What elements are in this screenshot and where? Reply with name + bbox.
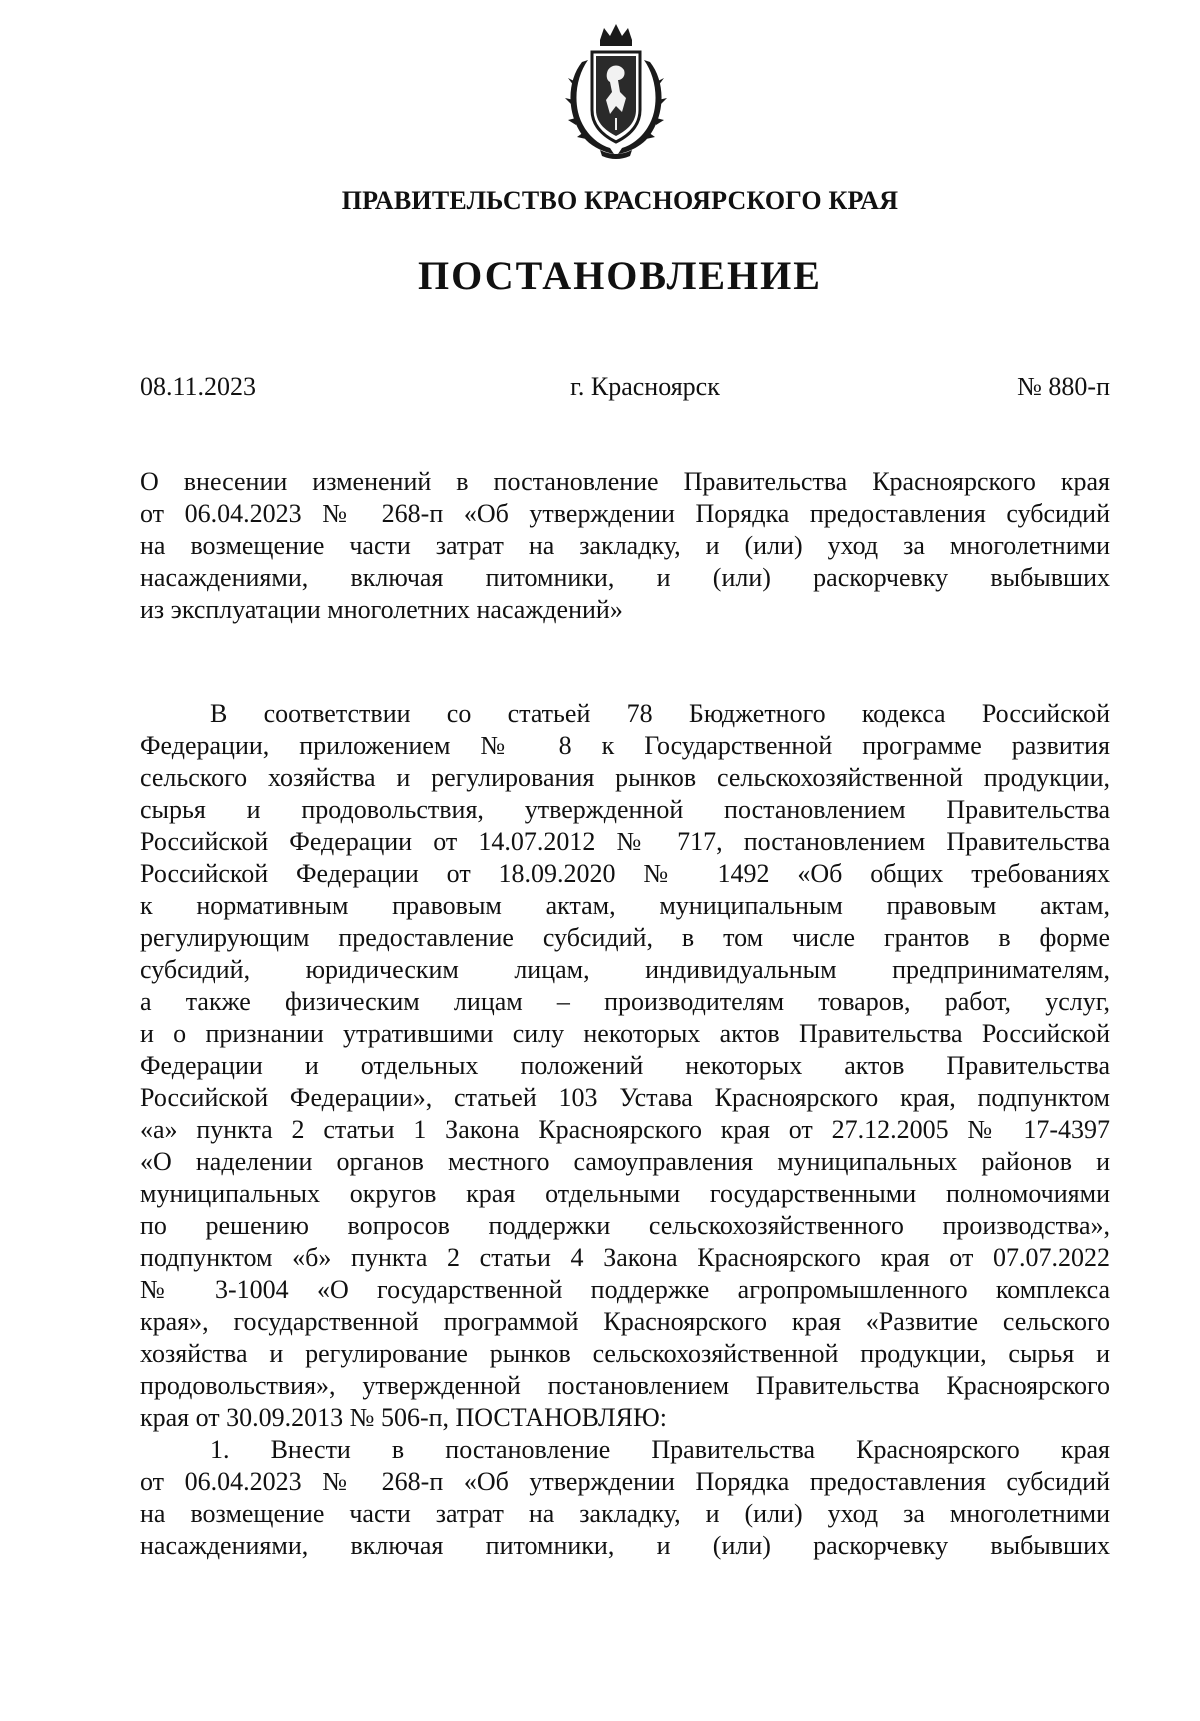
body-line: сельского хозяйства и регулирования рынков сельскохозяйственной продукции, [140,763,1110,792]
body-line: сырья и продовольствия, утвержденной постановлением Правительства [140,795,1110,824]
subject-line: от 06.04.2023 № 268-п «Об утверждении Порядка предоставления субсидий [140,499,1110,528]
body-line: по решению вопросов поддержки сельскохозяйственного производства», [140,1211,1110,1240]
document-meta-row [140,372,1110,406]
body-line: 1. Внести в постановление Правительства Красноярского края [210,1435,1110,1464]
body-line: от 06.04.2023 № 268-п «Об утверждении Порядка предоставления субсидий [140,1467,1110,1496]
body-line: к нормативным правовым актам, муниципальным правовым актам, [140,891,1110,920]
document-date: 08.11.2023 [140,372,257,401]
document-number: № 880-п [1017,372,1110,401]
body-line: Российской Федерации от 18.09.2020 № 1492 «Об общих требованиях [140,859,1110,888]
subject-line: из эксплуатации многолетних насаждений» [140,595,623,624]
document-city: г. Красноярск [570,372,720,401]
body-line: регулирующим предоставление субсидий, в том числе грантов в форме [140,923,1110,952]
body-line: «а» пункта 2 статьи 1 Закона Красноярского края от 27.12.2005 № 17-4397 [140,1115,1110,1144]
body-line: Российской Федерации», статьей 103 Устава Красноярского края, подпунктом [140,1083,1110,1112]
body-line: Федерации, приложением № 8 к Государственной программе развития [140,731,1110,760]
document-body [140,698,1110,1562]
body-line: В соответствии со статьей 78 Бюджетного кодекса Российской [210,699,1110,728]
body-line: Российской Федерации от 14.07.2012 № 717, постановлением Правительства [140,827,1110,856]
body-line: а также физическим лицам – производителям товаров, работ, услуг, [140,987,1110,1016]
body-line: субсидий, юридическим лицам, индивидуальным предпринимателям, [140,955,1110,984]
document-subject [140,466,1110,626]
body-line: № 3-1004 «О государственной поддержке агропромышленного комплекса [140,1275,1110,1304]
body-line: Федерации и отдельных положений некоторых актов Правительства [140,1051,1110,1080]
document-type-title: ПОСТАНОВЛЕНИЕ [418,253,822,298]
subject-line: О внесении изменений в постановление Правительства Красноярского края [140,467,1110,496]
body-line: края», государственной программой Красноярского края «Развитие сельского [140,1307,1110,1336]
organization-title: ПРАВИТЕЛЬСТВО КРАСНОЯРСКОГО КРАЯ [341,186,899,215]
body-line: насаждениями, включая питомники, и (или) раскорчевку выбывших [140,1531,1110,1560]
body-line: продовольствия», утвержденной постановлением Правительства Красноярского [140,1371,1110,1400]
body-line: и о признании утратившими силу некоторых актов Правительства Российской [140,1019,1110,1048]
body-line: подпунктом «б» пункта 2 статьи 4 Закона Красноярского края от 07.07.2022 [140,1243,1110,1272]
body-line: муниципальных округов края отдельными государственными полномочиями [140,1179,1110,1208]
subject-line: насаждениями, включая питомники, и (или) раскорчевку выбывших [140,563,1110,592]
body-line: на возмещение части затрат на закладку, и (или) уход за многолетними [140,1499,1110,1528]
body-line: хозяйства и регулирование рынков сельскохозяйственной продукции, сырья и [140,1339,1110,1368]
subject-line: на возмещение части затрат на закладку, и (или) уход за многолетними [140,531,1110,560]
body-line: края от 30.09.2013 № 506-п, ПОСТАНОВЛЯЮ: [140,1403,667,1432]
coat-of-arms-emblem-icon [560,22,672,164]
body-line: «О наделении органов местного самоуправления муниципальных районов и [140,1147,1110,1176]
